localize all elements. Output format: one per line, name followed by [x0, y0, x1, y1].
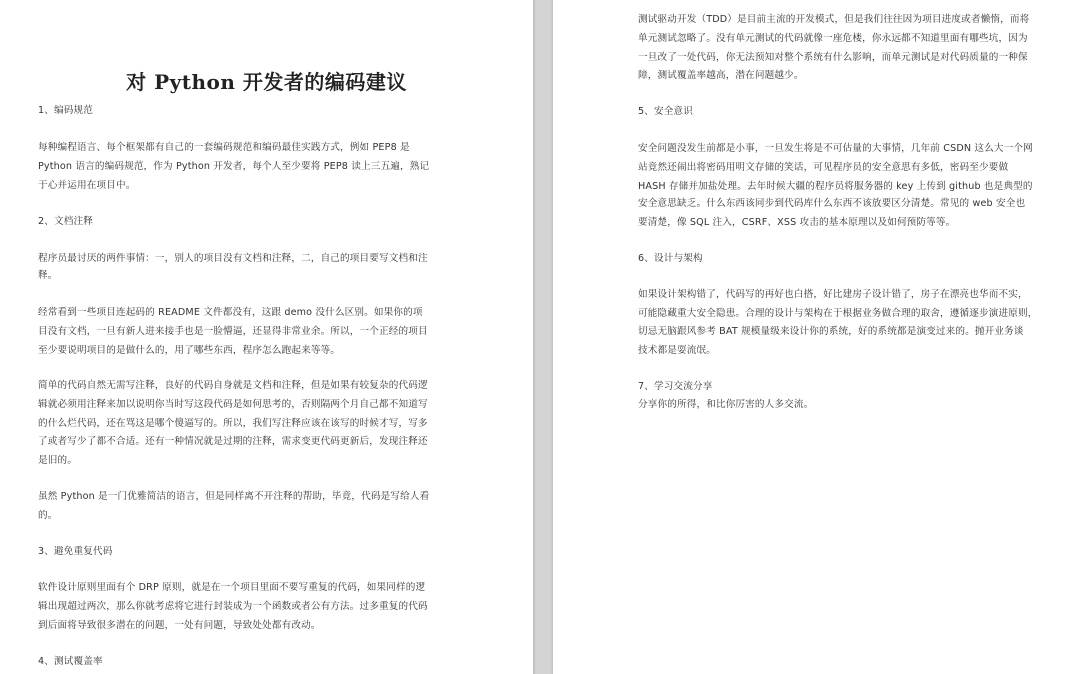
paragraph-line: HASH 存储并加盐处理。去年时候大疆的程序员将服务器的 key 上传到 github 也是典型的 [638, 181, 1033, 192]
paragraph-line: 程序员最讨厌的两件事情：一，别人的项目没有文档和注释，二，自己的项目要写文档和注 [38, 253, 428, 264]
paragraph-line: Python 语言的编码规范，作为 Python 开发者，每个人至少要将 PEP8 读上三五遍，熟记 [38, 161, 430, 172]
paragraph-line: 的。 [38, 510, 58, 521]
paragraph-line: 一旦改了一处代码，你无法预知对整个系统有什么影响，而单元测试是对代码质量的一种保 [638, 52, 1028, 63]
document-title: 对 Python 开发者的编码建议 [126, 70, 407, 94]
paragraph-line: 站竟然还闹出将密码用明文存储的笑话，可见程序员的安全意思有多低，密码至少要做 [638, 162, 1009, 173]
paragraph-line: 至少要说明项目的是做什么的，用了哪些东西，程序怎么跑起来等等。 [38, 345, 341, 356]
document-page-right [553, 0, 1075, 674]
paragraph-line: 释。 [38, 270, 58, 281]
paragraph-line: 安全问题没发生前都是小事，一旦发生将是不可估量的大事情，几年前 CSDN 这么大一个网 [638, 143, 1033, 154]
page-gap [533, 0, 553, 674]
paragraph-line: 障，测试覆盖率越高，潜在问题越少。 [638, 70, 804, 81]
section-heading: 4、测试覆盖率 [38, 656, 103, 667]
paragraph-line: 可能隐藏重大安全隐患。合理的设计与架构在于根据业务做合理的取舍，遵循逐步演进原则， [638, 308, 1038, 319]
paragraph-line: 软件设计原则里面有个 DRP 原则，就是在一个项目里面不要写重复的代码，如果同样的逻 [38, 582, 426, 593]
paragraph-line: 要清楚，像 SQL 注入，CSRF、XSS 攻击的基本原理以及如何预防等等。 [638, 217, 956, 228]
paragraph-line: 技术都是耍流氓。 [638, 345, 716, 356]
section-heading: 5、安全意识 [638, 106, 693, 117]
paragraph-line: 虽然 Python 是一门优雅简洁的语言，但是同样离不开注释的帮助，毕竟，代码是写给人看 [38, 491, 430, 502]
document-page-left [0, 0, 533, 674]
paragraph-line: 到后面将导致很多潜在的问题，一处有问题，导致处处都有改动。 [38, 620, 321, 631]
paragraph-line: 安全意思缺乏。什么东西该同步到代码库什么东西不该放要区分清楚。常见的 web 安全也 [638, 198, 1026, 209]
paragraph-line: 分享你的所得，和比你厉害的人多交流。 [638, 399, 814, 410]
paragraph-line: 经常看到一些项目连起码的 README 文件都没有，这跟 demo 没什么区别。如果你的项 [38, 307, 423, 318]
section-heading: 3、避免重复代码 [38, 546, 113, 557]
paragraph-line: 切忌无脑跟风参考 BAT 规模量级来设计你的系统，好的系统都是演变过来的。抛开业务谈 [638, 326, 1024, 337]
paragraph-line: 每种编程语言、每个框架都有自己的一套编码规范和编码最佳实践方式，例如 PEP8 是 [38, 142, 410, 153]
section-heading: 2、文档注释 [38, 216, 93, 227]
paragraph-line: 辑出现超过两次，那么你就考虑将它进行封装成为一个函数或者公有方法。过多重复的代码 [38, 601, 428, 612]
paragraph-line: 的什么烂代码，还在骂这是哪个傻逼写的。所以，我们写注释应该在该写的时候才写，写多 [38, 418, 428, 429]
section-heading: 7、学习交流分享 [638, 381, 713, 392]
paragraph-line: 如果设计架构错了，代码写的再好也白搭，好比建房子设计错了，房子在漂亮也华而不实， [638, 289, 1028, 300]
paragraph-line: 测试驱动开发（TDD）是目前主流的开发模式，但是我们往往因为项目进度或者懒惰，而将 [638, 14, 1030, 25]
paragraph-line: 是旧的。 [38, 455, 77, 466]
paragraph-line: 简单的代码自然无需写注释，良好的代码自身就是文档和注释，但是如果有较复杂的代码逻 [38, 380, 428, 391]
paragraph-line: 单元测试忽略了。没有单元测试的代码就像一座危楼，你永远都不知道里面有哪些坑，因为 [638, 33, 1028, 44]
paragraph-line: 辑就必须用注释来加以说明你当时写这段代码是如何思考的，否则隔两个月自己都不知道写 [38, 399, 428, 410]
paragraph-line: 于心并运用在项目中。 [38, 180, 136, 191]
paragraph-line: 目没有文档，一旦有新人进来接手也是一脸懵逼，还显得非常业余。所以，一个正经的项目 [38, 326, 428, 337]
section-heading: 1、编码规范 [38, 105, 93, 116]
section-heading: 6、设计与架构 [638, 253, 703, 264]
paragraph-line: 了或者写少了都不合适。还有一种情况就是过期的注释，需求变更代码更新后，发现注释还 [38, 436, 428, 447]
